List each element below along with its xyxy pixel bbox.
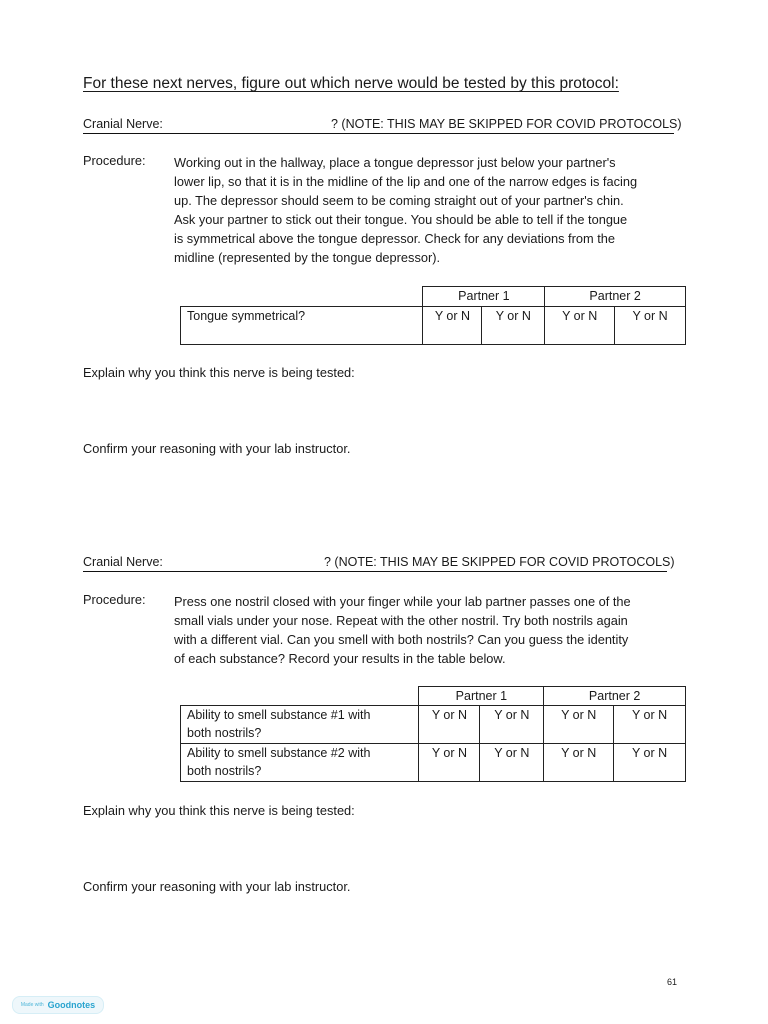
row-label-line: both nostrils? (187, 764, 262, 778)
answer-cell: Y or N (544, 744, 614, 782)
cranial-nerve-label: Cranial Nerve: (83, 117, 163, 131)
answer-cell: Y or N (482, 307, 545, 345)
answer-cell: Y or N (614, 744, 686, 782)
row-label (181, 706, 419, 744)
answer-cell: Y or N (545, 307, 615, 345)
answer-cell: Y or N (423, 307, 482, 345)
cranial-nerve-note: ? (NOTE: THIS MAY BE SKIPPED FOR COVID PROTOCOLS) (324, 555, 675, 569)
procedure-label: Procedure: (83, 592, 146, 607)
goodnotes-badge[interactable] (12, 996, 104, 1014)
confirm-prompt-1: Confirm your reasoning with your lab instructor. (83, 441, 351, 456)
partner-2-header: Partner 2 (545, 287, 686, 307)
answer-cell: Y or N (419, 744, 480, 782)
procedure-line: small vials under your nose. Repeat with the other nostril. Try both nostrils again (174, 613, 628, 628)
cranial-nerve-line-1 (83, 116, 682, 134)
partner-2-header: Partner 2 (544, 687, 686, 706)
cranial-nerve-note: ? (NOTE: THIS MAY BE SKIPPED FOR COVID PROTOCOLS) (331, 117, 682, 131)
results-table-1 (180, 286, 686, 345)
cranial-nerve-label: Cranial Nerve: (83, 555, 163, 569)
row-label-line: both nostrils? (187, 726, 262, 740)
row-label-line: Ability to smell substance #1 with (187, 708, 371, 722)
results-table-2 (180, 686, 686, 782)
table-row (181, 744, 686, 782)
answer-cell: Y or N (419, 706, 480, 744)
cranial-nerve-line-2 (83, 554, 675, 572)
procedure-line: is symmetrical above the tongue depressor. Check for any deviations from the (174, 231, 615, 246)
partner-1-header: Partner 1 (423, 287, 545, 307)
procedure-line: lower lip, so that it is in the midline of the lip and one of the narrow edges is facing (174, 174, 638, 189)
procedure-line: up. The depressor should seem to be coming straight out of your partner's chin. (174, 193, 624, 208)
table-row (181, 706, 686, 744)
answer-cell: Y or N (480, 706, 544, 744)
explain-prompt-2: Explain why you think this nerve is being tested: (83, 803, 355, 818)
procedure-line: midline (represented by the tongue depressor). (174, 250, 441, 265)
table-row (181, 307, 686, 345)
procedure-line: of each substance? Record your results in the table below. (174, 651, 506, 666)
page-heading: For these next nerves, figure out which nerve would be tested by this protocol: (83, 75, 619, 92)
answer-cell: Y or N (480, 744, 544, 782)
confirm-prompt-2: Confirm your reasoning with your lab instructor. (83, 879, 351, 894)
badge-brand: Goodnotes (47, 1000, 96, 1010)
procedure-label: Procedure: (83, 153, 146, 168)
answer-cell: Y or N (615, 307, 686, 345)
row-label (181, 744, 419, 782)
answer-cell: Y or N (544, 706, 614, 744)
procedure-line: Working out in the hallway, place a tongue depressor just below your partner's (174, 155, 616, 170)
procedure-text-2 (174, 592, 686, 668)
page-number: 61 (667, 977, 678, 987)
answer-cell: Y or N (614, 706, 686, 744)
explain-prompt-1: Explain why you think this nerve is being tested: (83, 365, 355, 380)
procedure-text-1 (174, 153, 686, 267)
badge-prefix: Made with (20, 1002, 44, 1008)
procedure-line: Press one nostril closed with your finger while your lab partner passes one of the (174, 594, 631, 609)
row-label: Tongue symmetrical? (181, 307, 423, 345)
partner-1-header: Partner 1 (419, 687, 544, 706)
procedure-line: with a different vial. Can you smell with both nostrils? Can you guess the identity (174, 632, 629, 647)
procedure-line: Ask your partner to stick out their tongue. You should be able to tell if the tongue (174, 212, 628, 227)
row-label-line: Ability to smell substance #2 with (187, 746, 371, 760)
